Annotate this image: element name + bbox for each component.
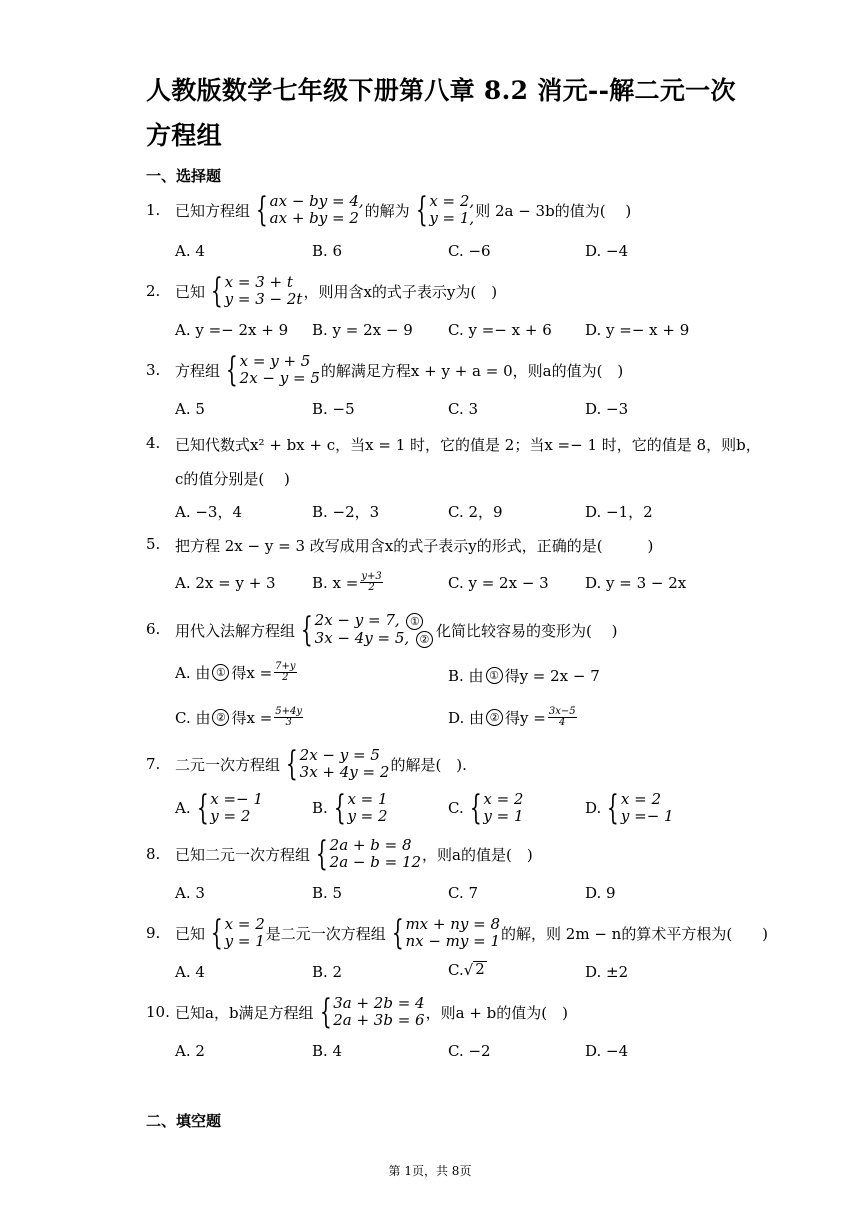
question-text: 则 2a − 3b的值为( ): [475, 201, 632, 220]
option-d[interactable]: D. −4: [585, 242, 629, 260]
option-c[interactable]: C. √ 2: [448, 960, 485, 979]
option-d[interactable]: D. −1，2: [585, 503, 653, 521]
question-text: 已知: [175, 924, 206, 943]
question-text: 已知方程组: [175, 201, 251, 220]
page-title: 人教版数学七年级下册第八章 8.2 消元--解二元一次方程组: [146, 76, 736, 150]
option-d[interactable]: D. y = 3 − 2x: [585, 574, 687, 592]
question-text: 的解是( ).: [390, 755, 467, 774]
option-a[interactable]: A. 4: [175, 242, 205, 260]
option-a[interactable]: A. 由 ① 得x = $\frac{7+y}{2}$: [175, 661, 296, 683]
question-number: 1.: [146, 201, 161, 219]
equation-system: { x = y + 5 2x − y = 5: [225, 350, 320, 390]
option-b[interactable]: B. y = 2x − 9: [312, 321, 413, 339]
option-d[interactable]: D. −4: [585, 1042, 629, 1060]
question-text: 已知二元一次方程组: [175, 845, 311, 864]
option-c[interactable]: C. −2: [448, 1042, 491, 1060]
question-text: ，则用含x的式子表示y为( ): [303, 282, 498, 301]
question-text: 化简比较容易的变形为( ): [435, 621, 618, 640]
option-b[interactable]: B. 由 ① 得y = 2x − 7: [448, 667, 600, 685]
equation-system: { 2x − y = 5 3x + 4y = 2: [285, 744, 390, 784]
option-b[interactable]: B. −5: [312, 400, 355, 418]
option-c[interactable]: C. 3: [448, 400, 479, 418]
option-a[interactable]: A. −3，4: [175, 503, 243, 521]
equation-system: { x = 2, y = 1,: [415, 190, 475, 230]
option-c[interactable]: C. y = 2x − 3: [448, 574, 549, 592]
option-d[interactable]: D. ±2: [585, 963, 629, 981]
question-text: 把方程 2x − y = 3 改写成用含x的式子表示y的形式，正确的是( ): [175, 537, 654, 555]
question-number: 2.: [146, 282, 161, 300]
section-heading-fill: 二、填空题: [146, 1112, 222, 1130]
equation-system: { x = 2 y = 1: [210, 913, 265, 953]
option-d[interactable]: D. { x = 2 y =− 1: [585, 788, 674, 828]
option-d[interactable]: D. 由 ② 得y = $\frac{3x-5}{4}$: [448, 706, 576, 728]
question-text: ，则a的值是( ): [422, 845, 533, 864]
question-text: 方程组: [175, 361, 221, 380]
question-text: 的解满足方程x + y + a = 0，则a的值为( ): [320, 361, 624, 380]
option-c[interactable]: C. −6: [448, 242, 491, 260]
page-footer: 第 1页，共 8页: [388, 1164, 472, 1178]
question-text: 用代入法解方程组: [175, 621, 296, 640]
equation-system: { 2a + b = 8 2a − b = 12: [315, 834, 422, 874]
option-b[interactable]: B. x = $\frac{y+3}{2}$: [312, 571, 382, 593]
option-b[interactable]: B. 2: [312, 963, 343, 981]
section-heading-choice: 一、选择题: [146, 167, 222, 185]
question-text: 已知代数式x² + bx + c，当x = 1 时，它的值是 2；当x =− 1 时，它的值是 8，则b，: [175, 436, 761, 454]
option-b[interactable]: B. { x = 1 y = 2: [312, 788, 388, 828]
equation-system: { ax − by = 4, ax + by = 2: [255, 190, 364, 230]
option-c[interactable]: C. 7: [448, 884, 479, 902]
equation-system: { mx + ny = 8 nx − my = 1: [391, 913, 501, 953]
question-number: 7.: [146, 755, 161, 773]
question-text: 已知: [175, 282, 206, 301]
question-text: 的解，则 2m − n的算术平方根为( ): [501, 924, 769, 943]
question-number: 9.: [146, 924, 161, 942]
fraction: $\frac{y+3}{2}$: [361, 571, 382, 593]
question-number: 4.: [146, 434, 161, 452]
equation-system: { x = 3 + t y = 3 − 2t: [210, 271, 303, 311]
option-a[interactable]: A. 4: [175, 963, 205, 981]
option-c[interactable]: C. y =− x + 6: [448, 321, 552, 339]
question-text: 是二元一次方程组: [265, 924, 386, 943]
option-c[interactable]: C. 由 ② 得x = $\frac{5+4y}{3}$: [175, 706, 303, 728]
option-a[interactable]: A. { x =− 1 y = 2: [175, 788, 263, 828]
question-text: 已知a，b满足方程组: [175, 1003, 314, 1022]
option-b[interactable]: B. 4: [312, 1042, 343, 1060]
question-number: 5.: [146, 535, 161, 553]
equation-system: { 2x − y = 7, ① 3x − 4y = 5, ②: [296, 612, 435, 648]
option-d[interactable]: D. y =− x + 9: [585, 321, 690, 339]
question-text-line2: c的值分别是( ): [175, 470, 290, 488]
question-text: ，则a + b的值为( ): [425, 1003, 568, 1022]
option-a[interactable]: A. 2x = y + 3: [175, 574, 276, 592]
question-number: 6.: [146, 620, 161, 638]
option-b[interactable]: B. −2，3: [312, 503, 380, 521]
square-root: √ 2: [463, 960, 485, 979]
option-a[interactable]: A. 2: [175, 1042, 205, 1060]
option-d[interactable]: D. −3: [585, 400, 629, 418]
equation-system: { 3a + 2b = 4 2a + 3b = 6: [319, 992, 425, 1032]
question-number: 10.: [146, 1003, 170, 1021]
question-text: 二元一次方程组: [175, 755, 281, 774]
option-d[interactable]: D. 9: [585, 884, 616, 902]
option-b[interactable]: B. 5: [312, 884, 343, 902]
question-text: 的解为: [364, 201, 410, 220]
option-a[interactable]: A. 3: [175, 884, 205, 902]
option-a[interactable]: A. 5: [175, 400, 205, 418]
option-c[interactable]: C. { x = 2 y = 1: [448, 788, 524, 828]
question-number: 3.: [146, 361, 161, 379]
option-c[interactable]: C. 2，9: [448, 503, 503, 521]
question-number: 8.: [146, 845, 161, 863]
option-b[interactable]: B. 6: [312, 242, 343, 260]
option-a[interactable]: A. y =− 2x + 9: [175, 321, 289, 339]
